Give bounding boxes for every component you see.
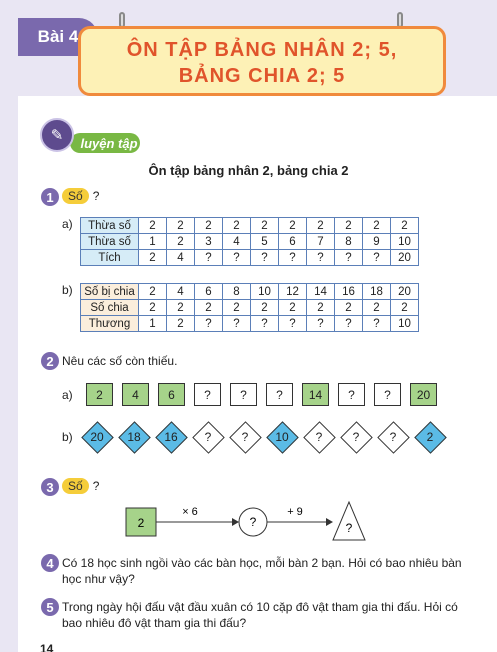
lesson-title-line1: ÔN TẬP BẢNG NHÂN 2; 5, — [126, 39, 398, 61]
sequence-diamond — [80, 420, 114, 454]
operation-1-label: × 6 — [182, 506, 198, 518]
diamond-value: 18 — [127, 430, 141, 444]
row-header: Thừa số — [81, 234, 139, 250]
sequence-diamond — [339, 420, 373, 454]
table-cell: ? — [363, 250, 391, 266]
table-row — [81, 316, 419, 332]
row-header: Tích — [81, 250, 139, 266]
table-row — [81, 300, 419, 316]
table-cell: 2 — [167, 234, 195, 250]
question-1-number: 1 — [41, 188, 59, 206]
end-value: ? — [345, 521, 353, 535]
arrow-head-icon — [326, 518, 333, 526]
table-cell: 2 — [139, 284, 167, 300]
question-3-number: 3 — [41, 478, 59, 496]
row-header: Số chia — [81, 300, 139, 316]
lesson-title-box — [78, 26, 446, 96]
table-cell: 2 — [167, 316, 195, 332]
table-cell: 2 — [251, 218, 279, 234]
table-cell: ? — [223, 316, 251, 332]
sequence-diamond — [117, 420, 151, 454]
question-5-number: 5 — [41, 598, 59, 616]
table-cell: 2 — [139, 250, 167, 266]
sequence-square: 14 — [302, 383, 329, 406]
table-cell: ? — [251, 250, 279, 266]
table-cell: 16 — [335, 284, 363, 300]
sequence-diamond — [228, 420, 262, 454]
table-cell: 4 — [167, 250, 195, 266]
table-cell: ? — [279, 250, 307, 266]
table-row — [81, 284, 419, 300]
arrow-head-icon — [232, 518, 239, 526]
part-b-label: b) — [62, 283, 73, 297]
table-cell: 2 — [391, 300, 419, 316]
table-cell: 2 — [195, 300, 223, 316]
sequence-square: 6 — [158, 383, 185, 406]
table-cell: 4 — [223, 234, 251, 250]
division-table — [80, 283, 419, 332]
so-tag: Số — [62, 188, 89, 204]
table-row — [81, 250, 419, 266]
table-cell: 2 — [391, 218, 419, 234]
sequence-square: ? — [338, 383, 365, 406]
diamond-value: ? — [389, 430, 397, 444]
table-cell: 2 — [167, 300, 195, 316]
sequence-square: 2 — [86, 383, 113, 406]
table-cell: ? — [251, 316, 279, 332]
sequence-square: 4 — [122, 383, 149, 406]
sequence-diamond — [154, 420, 188, 454]
table-cell: ? — [307, 316, 335, 332]
sequence-square: ? — [194, 383, 221, 406]
table-cell: 4 — [167, 284, 195, 300]
diamond-value: 16 — [164, 430, 178, 444]
table-cell: 1 — [139, 316, 167, 332]
practice-mascot-icon: ✎ — [40, 118, 74, 152]
part-b-label: b) — [62, 430, 73, 444]
table-cell: 7 — [307, 234, 335, 250]
sequence-square: ? — [374, 383, 401, 406]
table-cell: 2 — [307, 300, 335, 316]
table-cell: 2 — [307, 218, 335, 234]
number-sequence-squares — [86, 383, 446, 408]
table-cell: 2 — [363, 218, 391, 234]
table-cell: 10 — [251, 284, 279, 300]
page-number: 14 — [40, 642, 54, 652]
table-cell: 9 — [363, 234, 391, 250]
table-cell: 2 — [279, 218, 307, 234]
question-5-text: Trong ngày hội đấu vật đầu xuân có 10 cặp đô vật tham gia thi đấu. Hỏi có bao nhiêu đô vật tham gia thi đấu? — [62, 600, 458, 630]
lesson-title-line2: BẢNG CHIA 2; 5 — [178, 65, 346, 87]
table-cell: 2 — [167, 218, 195, 234]
number-sequence-diamonds — [80, 420, 485, 454]
operation-2-label: + 9 — [287, 506, 303, 518]
sequence-square: 20 — [410, 383, 437, 406]
practice-label: luyện tập — [80, 135, 138, 151]
table-cell: 2 — [335, 218, 363, 234]
question-2-text: Nêu các số còn thiếu. — [62, 354, 178, 368]
sequence-square: ? — [266, 383, 293, 406]
table-cell: 8 — [223, 284, 251, 300]
table-cell: 1 — [139, 234, 167, 250]
middle-value: ? — [249, 515, 257, 529]
question-3-header — [62, 478, 99, 494]
diamond-value: ? — [315, 430, 323, 444]
sequence-square: ? — [230, 383, 257, 406]
row-header: Thừa số — [81, 218, 139, 234]
practice-badge — [70, 133, 140, 153]
diamond-value: ? — [204, 430, 212, 444]
table-cell: 10 — [391, 234, 419, 250]
table-cell: 18 — [363, 284, 391, 300]
row-header: Số bị chia — [81, 284, 139, 300]
table-cell: 20 — [391, 250, 419, 266]
table-cell: 12 — [279, 284, 307, 300]
table-cell: 8 — [335, 234, 363, 250]
table-cell: 2 — [251, 300, 279, 316]
diamond-value: 20 — [90, 430, 104, 444]
table-cell: 2 — [223, 218, 251, 234]
table-cell: 2 — [139, 218, 167, 234]
part-a-label: a) — [62, 217, 73, 231]
table-cell: 2 — [139, 300, 167, 316]
table-cell: ? — [223, 250, 251, 266]
sequence-diamond — [191, 420, 225, 454]
sequence-diamond — [413, 420, 447, 454]
table-cell: 2 — [363, 300, 391, 316]
table-cell: ? — [279, 316, 307, 332]
part-a-label: a) — [62, 388, 73, 402]
row-header: Thương — [81, 316, 139, 332]
diamond-value: ? — [241, 430, 249, 444]
operation-chain-diagram — [120, 500, 380, 545]
table-cell: 2 — [223, 300, 251, 316]
question-mark: ? — [92, 189, 100, 203]
sequence-diamond — [265, 420, 299, 454]
table-row — [81, 218, 419, 234]
table-cell: ? — [307, 250, 335, 266]
table-cell: 14 — [307, 284, 335, 300]
diamond-value: ? — [352, 430, 360, 444]
table-cell: 5 — [251, 234, 279, 250]
table-cell: ? — [363, 316, 391, 332]
table-cell: 3 — [195, 234, 223, 250]
section-title: Ôn tập bảng nhân 2, bảng chia 2 — [148, 163, 349, 178]
sequence-diamond — [302, 420, 336, 454]
table-cell: 2 — [195, 218, 223, 234]
table-cell: ? — [335, 316, 363, 332]
question-2-number: 2 — [41, 352, 59, 370]
lesson-tab-label: Bài 4 — [37, 27, 79, 46]
question-4-text: Có 18 học sinh ngồi vào các bàn học, mỗi bàn 2 bạn. Hỏi có bao nhiêu bàn học như vậy? — [62, 556, 462, 586]
table-row — [81, 234, 419, 250]
table-cell: 6 — [195, 284, 223, 300]
diamond-value: 10 — [275, 430, 289, 444]
sequence-diamond — [376, 420, 410, 454]
diamond-value: 2 — [426, 430, 434, 444]
left-margin-bar — [0, 0, 18, 652]
question-mark: ? — [92, 479, 100, 493]
table-cell: 20 — [391, 284, 419, 300]
table-cell: 2 — [279, 300, 307, 316]
table-cell: ? — [195, 316, 223, 332]
question-1-header — [62, 188, 99, 204]
table-cell: 2 — [335, 300, 363, 316]
start-value: 2 — [137, 516, 145, 530]
table-cell: 10 — [391, 316, 419, 332]
multiplication-table — [80, 217, 419, 266]
table-cell: ? — [195, 250, 223, 266]
table-cell: ? — [335, 250, 363, 266]
question-4-number: 4 — [41, 554, 59, 572]
so-tag: Số — [62, 478, 89, 494]
table-cell: 6 — [279, 234, 307, 250]
